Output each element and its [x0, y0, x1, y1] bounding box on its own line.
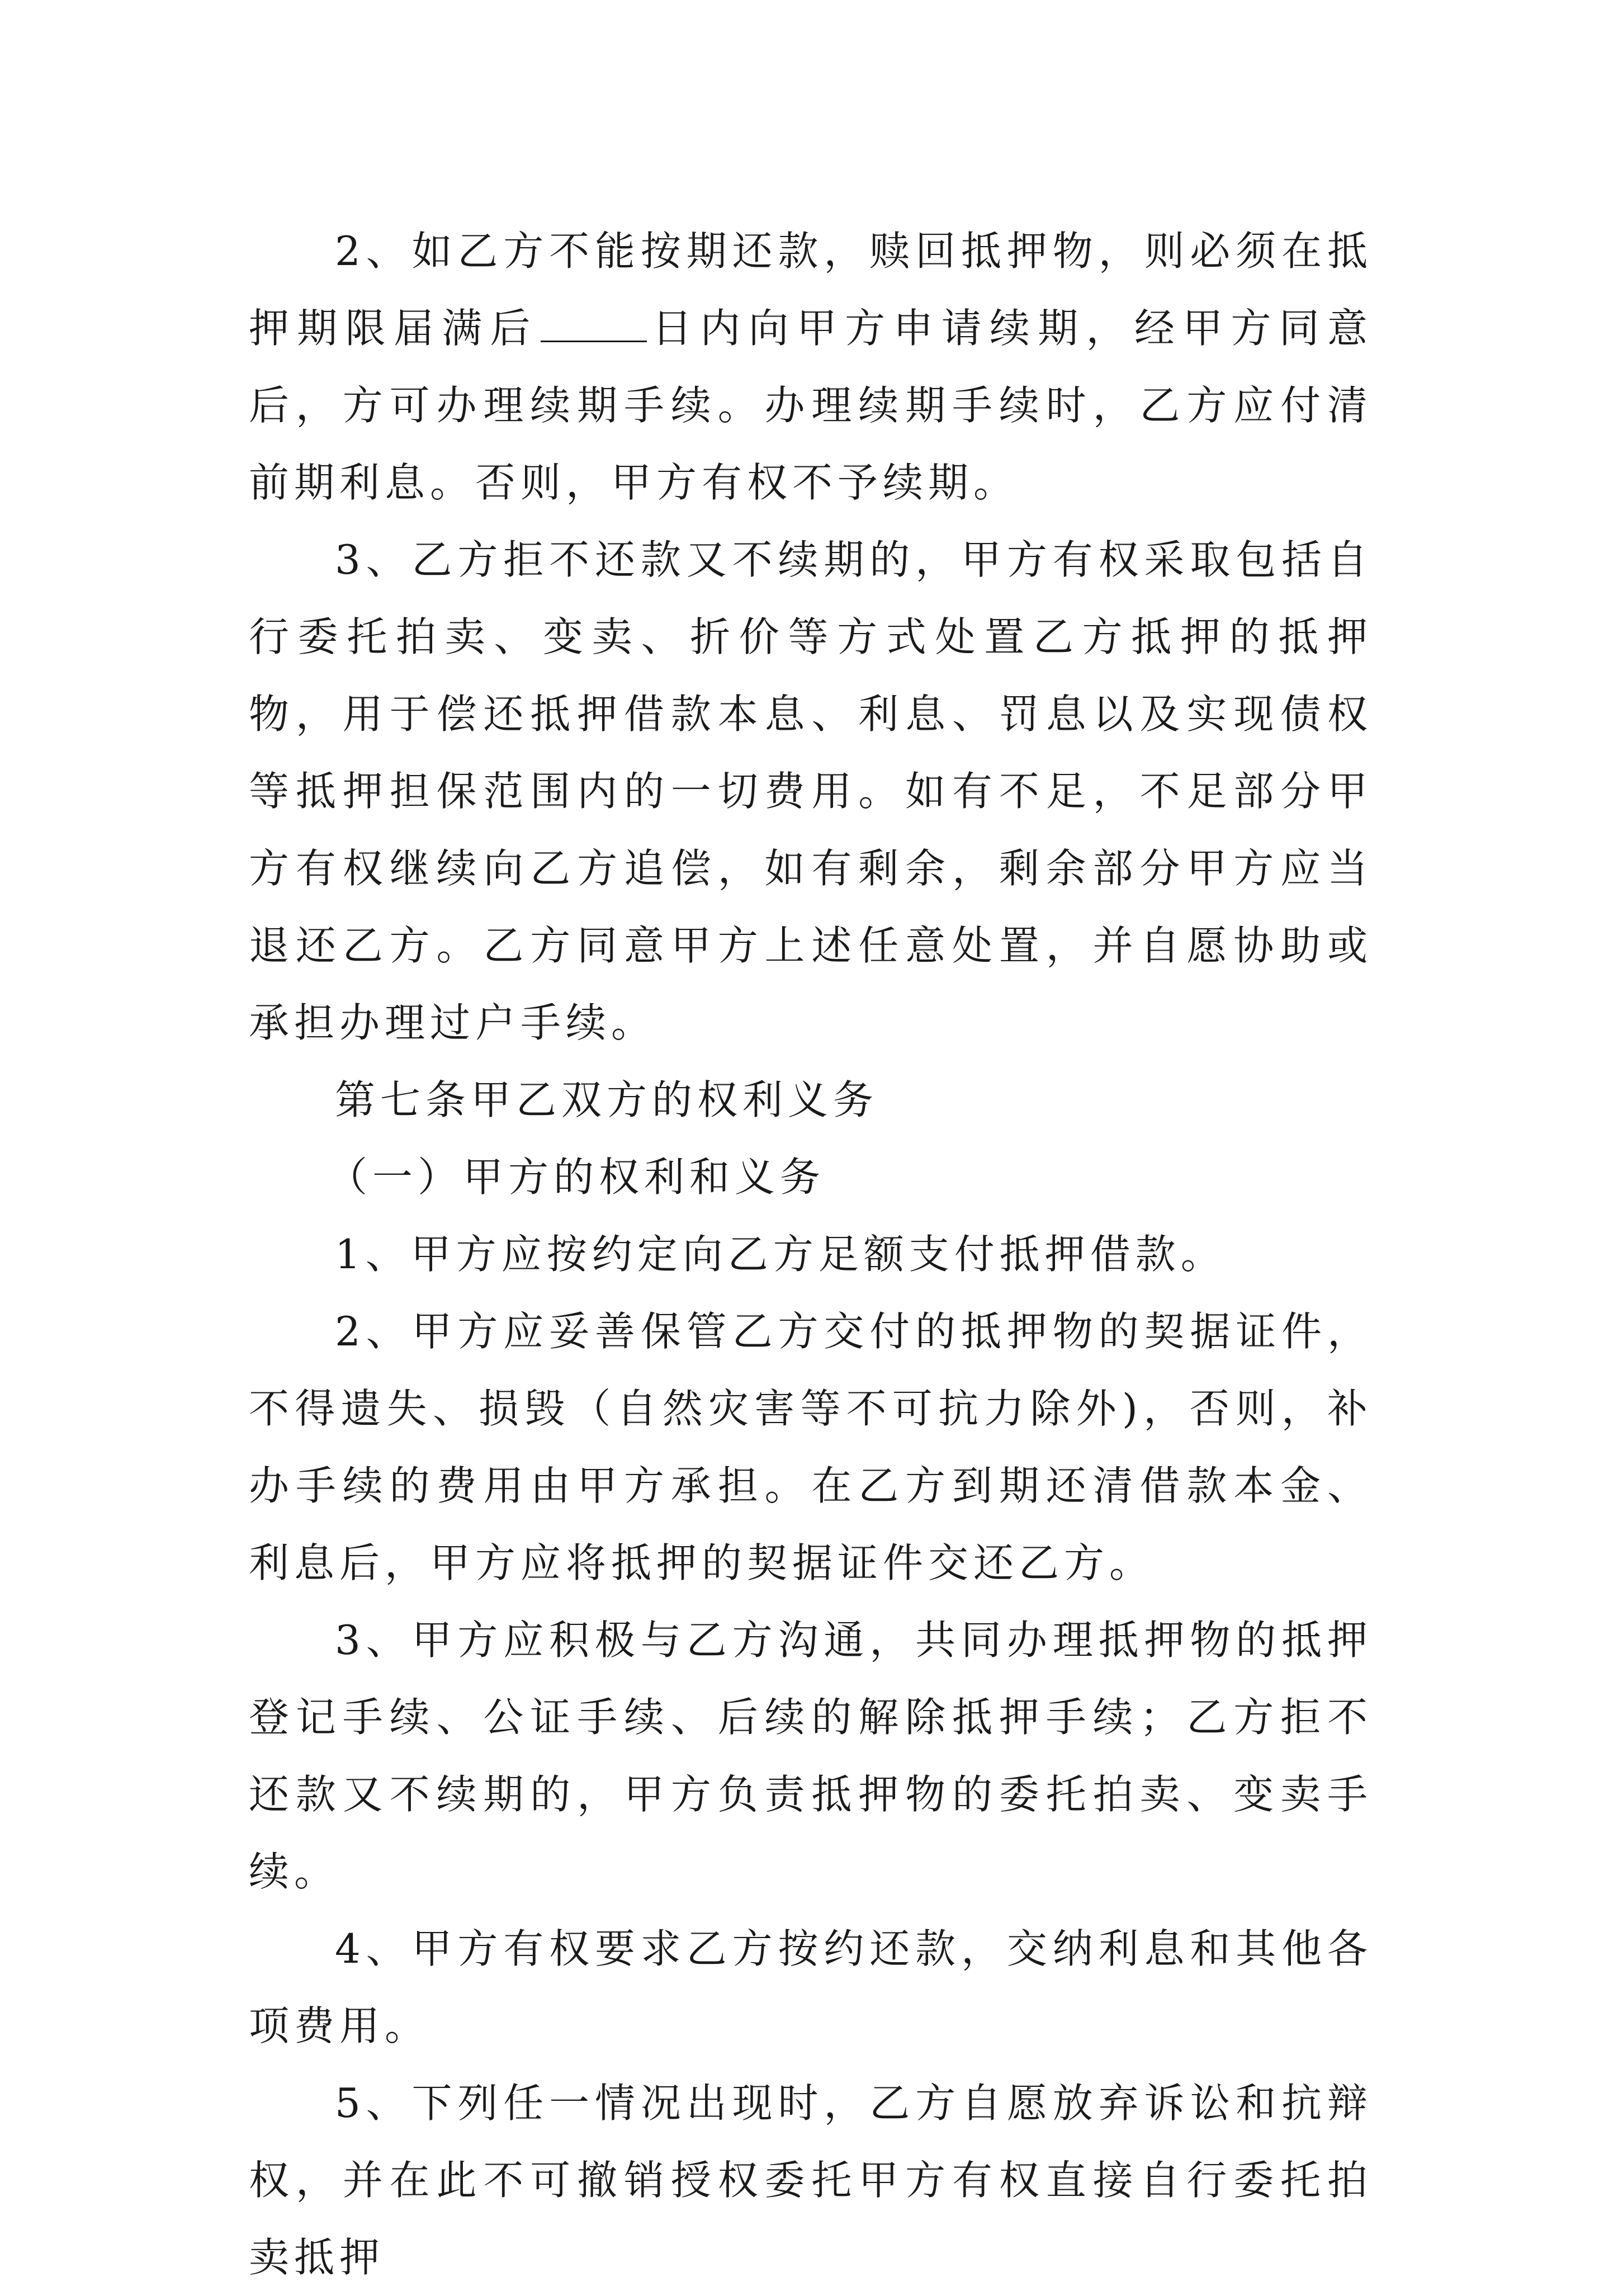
section-heading: （一）甲方的权利和义务 — [327, 1154, 826, 1201]
paragraph-item-2: 2、甲方应妥善保管乙方交付的抵押物的契据证件，不得遗失、损毁（自然灾害等不可抗力除外)，否则，补办手续的费用由甲方承担。在乙方到期还清借款本金、利息后，甲方应将抵押的契据证件交还乙方。 — [249, 1308, 1373, 1586]
document-body — [249, 212, 1373, 2296]
paragraph-text: 日内向甲方申请续期，经甲方同意后，方可办理续期手续。办理续期手续时，乙方应付清前期利息。否则，甲方有权不予续期。 — [249, 305, 1373, 506]
fill-in-blank-days — [541, 307, 647, 342]
paragraph-item-5: 5、下列任一情况出现时，乙方自愿放弃诉讼和抗辩权，并在此不可撤销授权委托甲方有权直接自行委托拍卖抵押 — [249, 2080, 1373, 2281]
paragraph-item-4: 4、甲方有权要求乙方按约还款，交纳利息和其他各项费用。 — [249, 1925, 1373, 2049]
paragraph-renewal-clause — [249, 212, 1373, 521]
article-heading: 第七条甲乙双方的权利义务 — [335, 1076, 879, 1123]
paragraph-disposal-clause: 3、乙方拒不还款又不续期的，甲方有权采取包括自行委托拍卖、变卖、折价等方式处置乙方抵押的抵押物，用于偿还抵押借款本息、利息、罚息以及实现债权等抵押担保范围内的一切费用。如有不足，不足部分甲方有权继续向乙方追偿，如有剩余，剩余部分甲方应当退还乙方。乙方同意甲方上述任意处置，并自愿协助或承担办理过户手续。 — [249, 536, 1373, 1046]
paragraph-item-3: 3、甲方应积极与乙方沟通，共同办理抵押物的抵押登记手续、公证手续、后续的解除抵押手续；乙方拒不还款又不续期的，甲方负责抵押物的委托拍卖、变卖手续。 — [249, 1617, 1373, 1895]
paragraph-item-1: 1、甲方应按约定向乙方足额支付抵押借款。 — [335, 1231, 1226, 1278]
paragraph-text: 2、如乙方不能按期还款，赎回抵押物，则必须在抵押期限届满后 — [249, 228, 1373, 352]
